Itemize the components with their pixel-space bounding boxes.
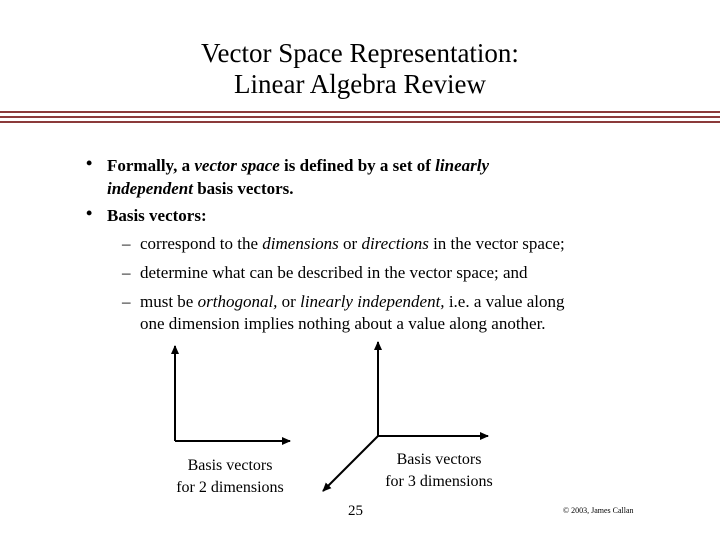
- title-line-2: Linear Algebra Review: [234, 69, 486, 99]
- subbullet-2: determine what can be described in the vector space; and: [140, 263, 528, 282]
- copyright-notice: © 2003, James Callan: [563, 506, 634, 515]
- bullet-1-line-2: independent basis vectors.: [107, 179, 294, 198]
- subbullet-3-line-1: must be orthogonal, or linearly independent, i.e. a value along: [140, 292, 565, 311]
- two-d-axes: [175, 346, 290, 441]
- caption-2d: Basis vectors for 2 dimensions: [176, 457, 284, 496]
- bullet-1-line-1: Formally, a vector space is defined by a set of linearly: [107, 156, 490, 175]
- title-line-1: Vector Space Representation:: [201, 38, 519, 68]
- z-axis-arrow: [323, 436, 378, 491]
- page-number: 25: [348, 503, 363, 519]
- dash-marker: –: [122, 263, 131, 282]
- caption-3d: Basis vectors for 3 dimensions: [385, 451, 493, 490]
- bullet-marker: •: [86, 153, 93, 173]
- subbullet-1: correspond to the dimensions or directions in the vector space;: [140, 234, 565, 253]
- dash-marker: –: [122, 234, 131, 253]
- bullet-2: Basis vectors:: [107, 206, 207, 225]
- dash-marker: –: [122, 292, 131, 311]
- bullet-marker: •: [86, 203, 93, 223]
- subbullet-3-line-2: one dimension implies nothing about a value along another.: [140, 314, 546, 333]
